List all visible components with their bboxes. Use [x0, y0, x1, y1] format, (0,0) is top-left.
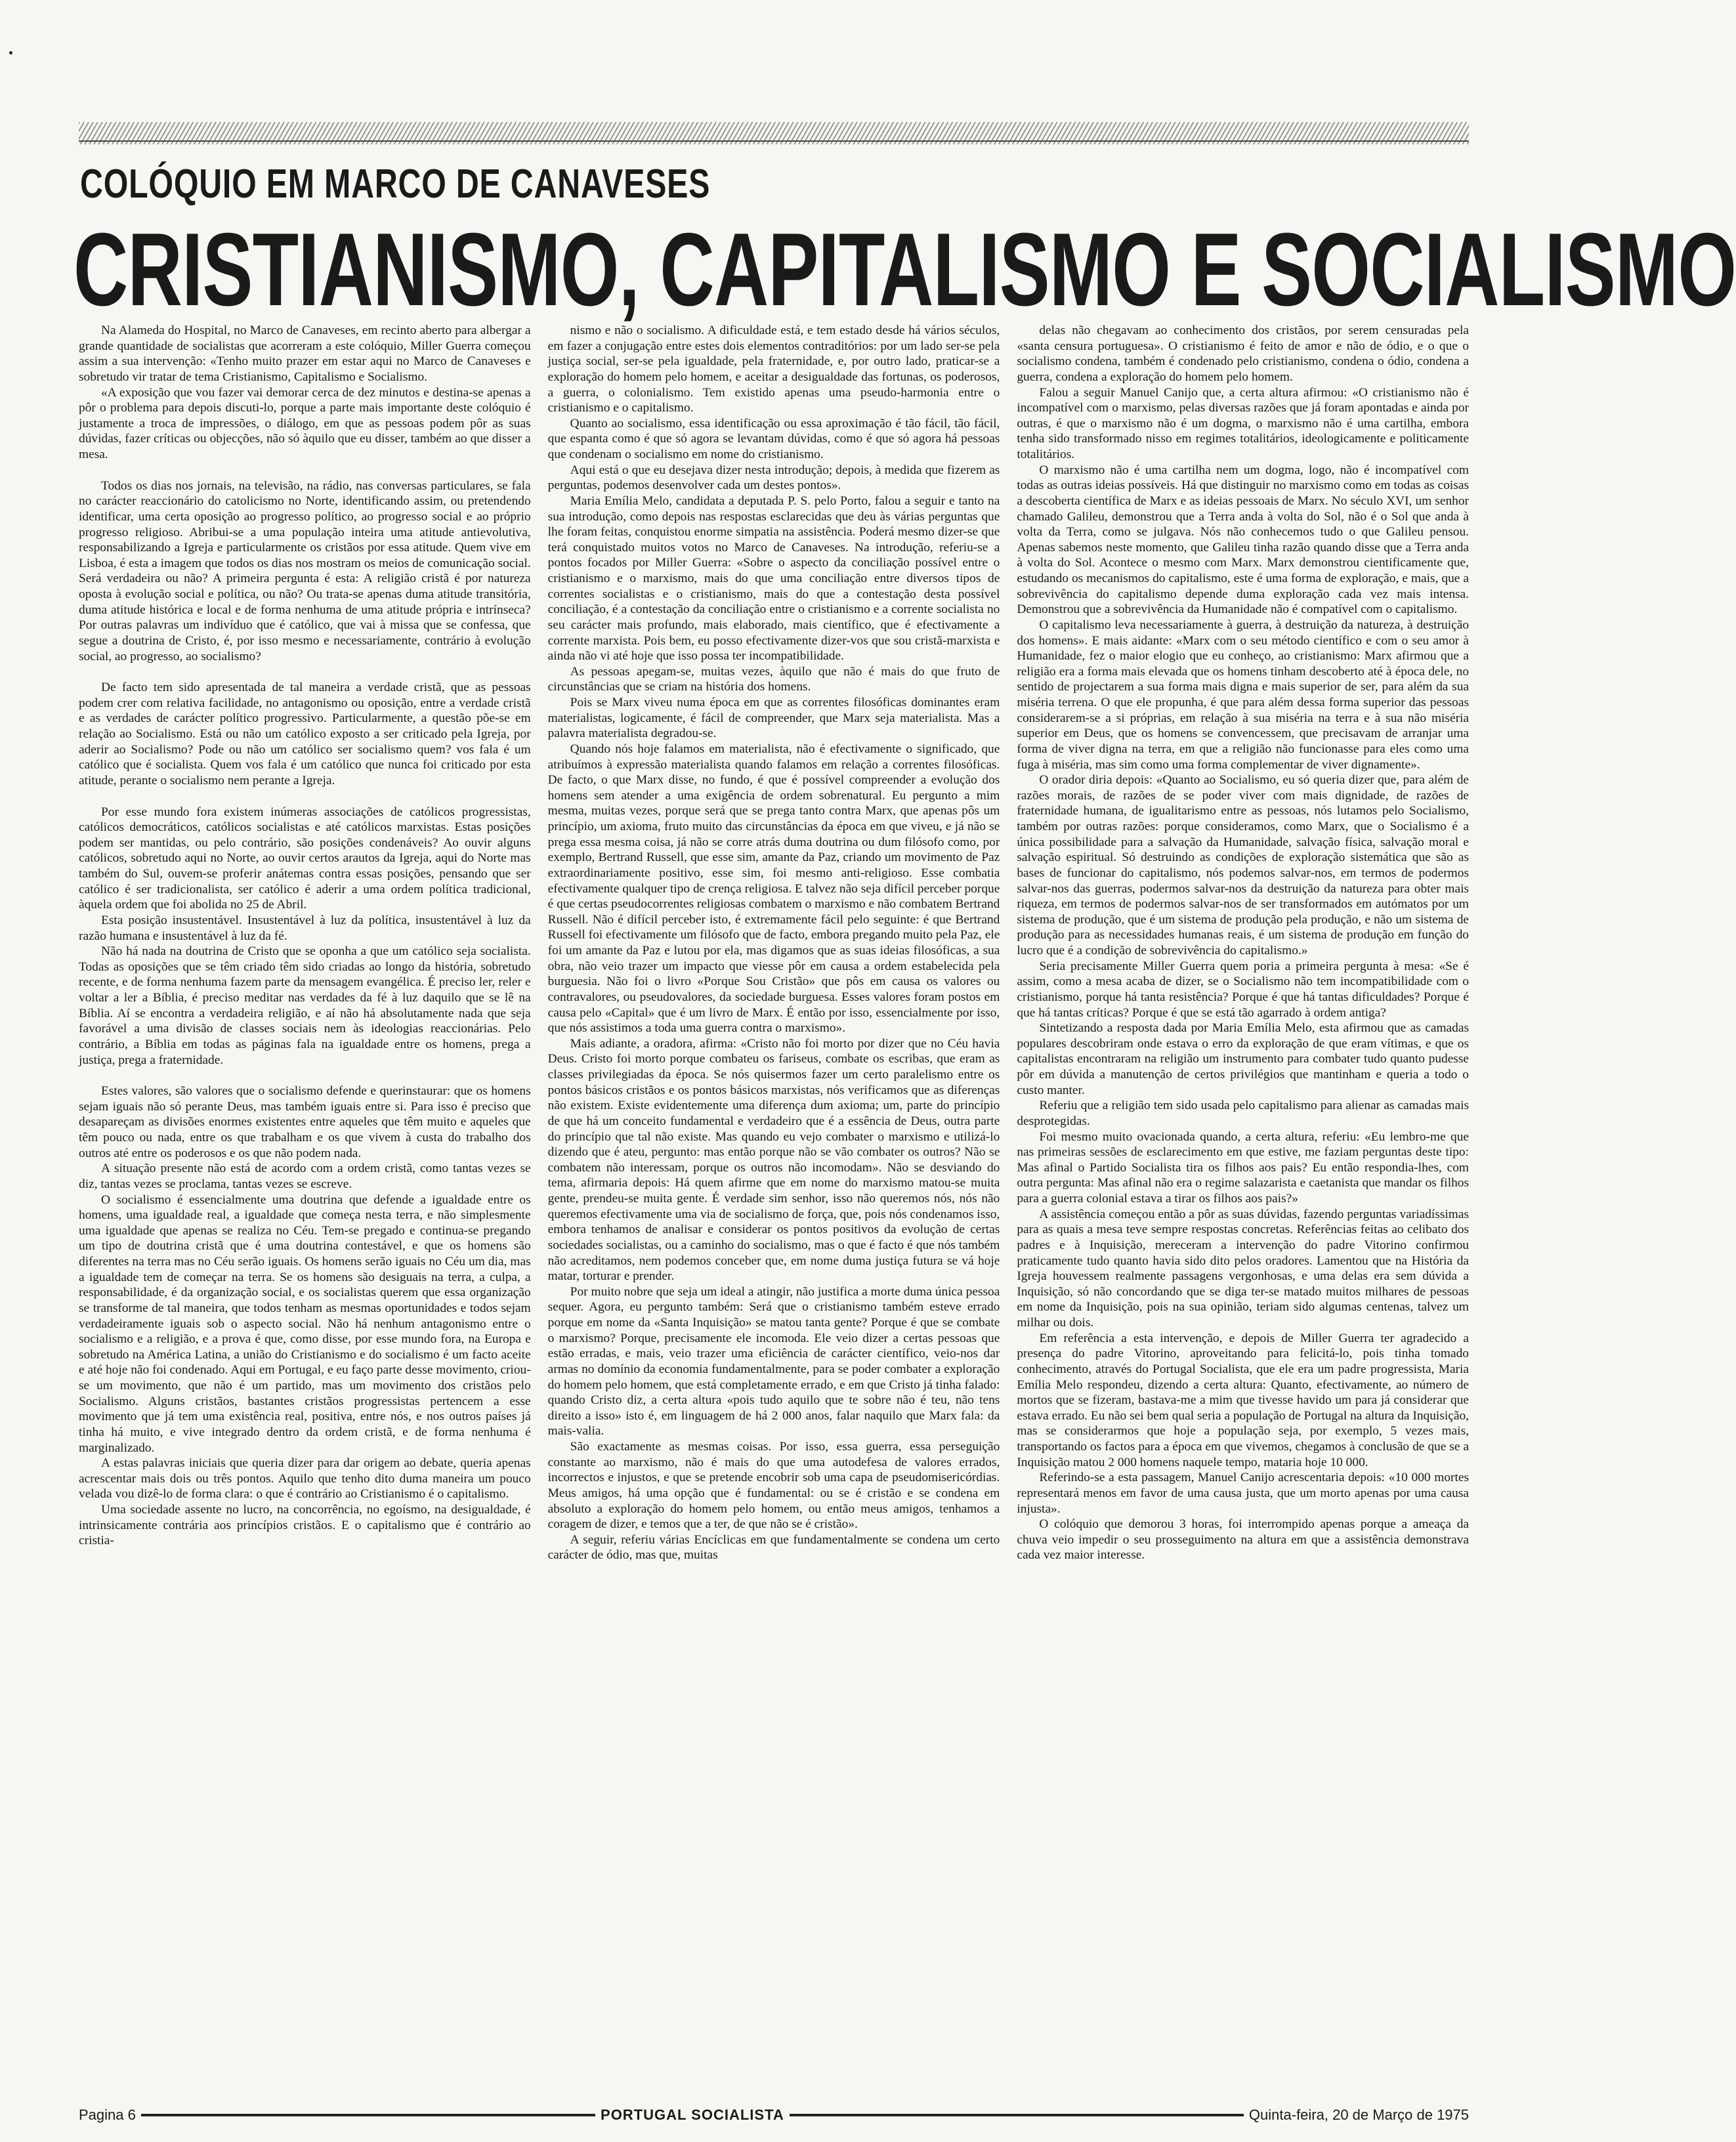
- article-paragraph: Foi mesmo muito ovacionada quando, a certa altura, referiu: «Eu lembro-me que nas primeiras sessões de esclarecimento em que estive, me faziam perguntas deste tipo: Mas afinal o Partido Socialista tira os filhos aos pais? Eu então respondia-lhes, com outra pergunta: Mas afinal não era o regime salazarista e caetanista que mandar os filhos para a guerra colonial estava a tirar os filhos aos pais?»: [1017, 1129, 1470, 1206]
- article-paragraph: Quando nós hoje falamos em materialista, não é efectivamente o significado, que atribuímos à expressão materialista quando falamos em relação a correntes filosóficas. De facto, o que Marx disse, no fundo, é que é possível compreender a evolução dos homens sem atender a uma exigência de ordem sobrenatural. Eu pergunto a mim mesma, muitas vezes, porque será que se prega tanto contra Marx, que apenas pôs um princípio, um axioma, fruto muito das circunstâncias da época em que viveu, e já não se prega essa mesma coisa, já não se corre atrás duma doutrina ou dum filósofo como, por exemplo, Bertrand Russell, que esse sim, amante da Paz, criando um movimento de Paz extraordinariamente positivo, esse sim, foi mesmo anti-religioso. Esse combatia efectivamente qualquer tipo de crença religiosa. E talvez não seja difícil perceber porque é que certas pseudocorrentes religiosas combatem o marxismo e não combatem Bertrand Russell. Não é difícil perceber isto, é extremamente fácil pelo seguinte: é que Bertrand Russell foi efectivamente um filósofo que de facto, embora pregando muito pela Paz, ele foi um amante da Paz e lutou por ela, mas digamos que as suas ideias filosóficas, a sua obra, não veio trazer um impacto que viesse pôr em causa a ordem estabelecida pela burguesia. Não foi o livro «Porque Sou Cristão» que pôs em causa os valores ou contravalores, ou pseudovalores, da sociedade burguesa. Esses valores foram postos em causa pelo «Capital» que é um livro de Marx. É então por isso, essencialmente por isso, que nós assistimos a toda uma guerra contra o marxismo».: [547, 742, 1000, 1036]
- header-rule: [79, 140, 1469, 142]
- page-footer: [79, 2105, 1469, 2125]
- article-paragraph: O capitalismo leva necessariamente à guerra, à destruição da natureza, à destruição dos homens». E mais aidante: «Marx com o seu método científico e com o seu amor à Humanidade, fez o maior elogio que eu conheço, ao cristianismo: Marx afirmou que a religião era a forma mais elevada que os homens tinham descoberto até à época dele, no sentido de projectarem a sua forma mais digna e mais superior de ser, para além da sua miséria terrena. O que ele propunha, é que para além dessa forma superior das pessoas considerarem-se a si próprias, em relação à sua miséria na terra e à sua não miséria superior em Deus, que os homens se convencessem, que precisavam de arranjar uma forma de viver digna na terra, em que a religião não funcionasse para eles como uma fuga à miséria, mas sim como uma forma complementar de viver dignamente».: [1017, 618, 1470, 772]
- article-paragraph: Falou a seguir Manuel Canijo que, a certa altura afirmou: «O cristianismo não é incompatível com o marxismo, pelas diversas razões que já foram apontadas e ainda por outras, é que o marxismo não é um dogma, o marxismo não é uma cartilha, embora tenha sido transformado nisso em regimes totalitários, ideologicamente e politicamente totalitários.: [1017, 385, 1470, 461]
- article-paragraph: delas não chegavam ao conhecimento dos cristãos, por serem censuradas pela «santa censura portuguesa». O cristianismo é feito de amor e não de ódio, e o que o socialismo condena, também é condenado pelo cristianismo, condena o ódio, condena a guerra, condena a exploração do homem pelo homem.: [1017, 324, 1470, 384]
- article-paragraph: Em referência a esta intervenção, e depois de Miller Guerra ter agradecido a presença do padre Vitorino, aproveitando para felicitá-lo, pois tinha tomado conhecimento, através do Portugal Socialista, que ele era um padre progressista, Maria Emília Melo respondeu, dizendo a certa altura: Quanto, efectivamente, ao número de mortos que se fizeram, bastava-me a mim que tivesse havido um para já considerar que estava errado. Eu não sei bem qual seria a população de Portugal na altura da Inquisição, mas se considerarmos que hoje a população seja, por exemplo, 5 vezes mais, transportando os factos para a época em que vivemos, chegamos à conclusão de que se a Inquisição matou 2 000 homens naquele tempo, mataria hoje 10 000.: [1017, 1331, 1470, 1469]
- footer-rule-left: [141, 2114, 595, 2116]
- text-column-2: [548, 323, 1000, 2088]
- article-paragraph: Referindo-se a esta passagem, Manuel Canijo acrescentaria depois: «10 000 mortes representará menos em favor de uma causa justa, que um morto apenas por uma causa injusta».: [1017, 1471, 1470, 1516]
- text-column-1: [79, 323, 531, 2088]
- article-paragraph: Estes valores, são valores que o socialismo defende e querinstaurar: que os homens sejam iguais não só perante Deus, mas também iguais entre si. Para isso é preciso que desapareçam as divisões enormes existentes entre aqueles que têm muito e aqueles que têm pouco ou nada, entre os que trabalham e os que vivem à custa do trabalho dos outros até entre os poderosos e os que não podem nada.: [79, 1084, 531, 1160]
- article-paragraph: As pessoas apegam-se, muitas vezes, àquilo que não é mais do que fruto de circunstâncias que se criam na história dos homens.: [547, 664, 1000, 694]
- article-paragraph: Por muito nobre que seja um ideal a atingir, não justifica a morte duma única pessoa sequer. Agora, eu pergunto também: Será que o cristianismo também esteve errado porque em nome da «Santa Inquisição» se matou tanta gente? Porque é que se combate o marxismo? Porque, precisamente ele incomoda. Ele veio dizer a certas pessoas que estão erradas, e mais, veio trazer uma eficiência de carácter científico, veio-nos dar armas no domínio da economia fundamentalmente, para se poder combater a exploração do homem pelo homem, que está completamente errado, e em que Cristo já tinha falado: quando Cristo diz, a certa altura «pois tudo aquilo que te sobre não é teu, não tens direito a isso» isto é, em linguagem de há 2 000 anos, falar naquilo que Marx fala: da mais-valia.: [547, 1284, 1000, 1438]
- article-paragraph: O colóquio que demorou 3 horas, foi interrompido apenas porque a ameaça da chuva veio impedir o seu prosseguimento na altura em que a assistência demonstrava cada vez maior interesse.: [1017, 1517, 1470, 1563]
- article-paragraph: Não há nada na doutrina de Cristo que se oponha a que um católico seja socialista. Todas as oposições que se têm criado têm sido criadas ao longo da história, sobretudo recente, e de forma nenhuma fazem parte da mensagem evangélica. É preciso ler, reler e voltar a ler a Bíblia, é preciso meditar nas verdades da fé à luz daquilo que se lê na Bíblia. Aí se encontra a verdadeira religião, e aí não há absolutamente nada que seja favorável a uma divisão de classes sociais nem às ideologias reaccionárias. Pelo contrário, a Bíblia em todas as páginas fala na igualdade entre os homens, prega a justiça, prega a fraternidade.: [79, 944, 531, 1067]
- newspaper-name: PORTUGAL SOCIALISTA: [601, 2107, 784, 2123]
- article-paragraph: Mais adiante, a oradora, afirma: «Cristo não foi morto por dizer que no Céu havia Deus. Cristo foi morto porque combateu os fariseus, combate os escribas, que eram as classes privilegiadas da época. Se nós quisermos fazer um certo paralelismo entre os pontos básicos cristãos e os pontos básicos marxistas, nós verificamos que as diferenças não existem. Existe evidentemente uma diferença dum axioma; um, parte do princípio de que há um conceito fundamental e verdadeiro que é a essência de Deus, outra parte do princípio que tal não existe. Mas quando eu vejo combater o marxismo e utilizá-lo dizendo que é ateu, pergunto: mas então porque não se vão combater os outros? Não se combatem não interessam, porque os outros não incomodam». Não se desviando do tema, afirmaria depois: Há quem afirme que em nome do marxismo matou-se muita gente, prendeu-se muita gente. É verdade sim senhor, isso não queremos nós, nós não queremos efectivamente uma via de socialismo de força, que, pois nós condenamos isso, embora tenhamos de analisar e considerar os pontos positivos da evolução de certas sociedades socialistas, ou a caminho do socialismo, mas o que é facto é que nós também não acreditamos, nem podemos conceber que, em nome duma justiça futura se vá hoje matar, torturar e prender.: [547, 1036, 1000, 1284]
- article-paragraph: Esta posição insustentável. Insustentável à luz da política, insustentável à luz da razão humana e insustentável à luz da fé.: [79, 913, 531, 943]
- article-paragraph: Aqui está o que eu desejava dizer nesta introdução; depois, à medida que fizerem as perguntas, podemos desenvolver cada um destes pontos».: [547, 463, 1000, 493]
- page-mark: [9, 51, 12, 54]
- article-paragraph: Sintetizando a resposta dada por Maria Emília Melo, esta afirmou que as camadas populares descobriram onde estava o erro da exploração de que eram vítimas, e que os capitalistas encontraram na religião um instrumento para combater tudo quanto pudesse pôr em dúvida a manutenção de certos privilégios que mantinham e queria a todo o custo manter.: [1017, 1021, 1470, 1097]
- article-headline: CRISTIANISMO, CAPITALISMO E SOCIALISMO: [74, 212, 1736, 327]
- article-paragraph: A estas palavras iniciais que queria dizer para dar origem ao debate, queria apenas acrescentar mais dois ou três pontos. Aquilo que tenho dito duma maneira um pouco velada vou dizê-lo de forma clara: o que é contrário ao Cristianismo é o capitalismo.: [79, 1456, 531, 1502]
- article-paragraph: nismo e não o socialismo. A dificuldade está, e tem estado desde há vários séculos, em fazer a conjugação entre estes dois elementos contraditórios: por um lado ser-se pela justiça social, ser-se pela igualdade, pela fraternidade, e, por outro lado, praticar-se a exploração do homem pelo homem, e aceitar a desigualdade das fortunas, os poderosos, a guerra, o colonialismo. Tem existido apenas uma pseudo-harmonia entre o cristianismo e o capitalismo.: [547, 324, 1000, 415]
- page-number: Pagina 6: [79, 2107, 136, 2123]
- footer-rule-right: [790, 2114, 1244, 2116]
- article-paragraph: A seguir, referiu várias Encíclicas em que fundamentalmente se condena um certo carácter de ódio, mas que, muitas: [547, 1532, 1000, 1563]
- article-paragraph: O socialismo é essencialmente uma doutrina que defende a igualdade entre os homens, uma igualdade real, a igualdade que começa nesta terra, e não simplesmente uma igualdade que apenas se realiza no Céu. Tem-se pregado e continua-se pregando um tipo de doutrina cristã que é uma doutrina contestável, e que os homens são diferentes na terra mas no Céu serão iguais. Os homens serão iguais no Céu um dia, mas a igualdade tem de começar na terra. Se os homens são desiguais na terra, a culpa, a responsabilidade, é da organização social, e os socialistas querem que essa organização se transforme de tal maneira, que todos tenham as mesmas oportunidades e todos sejam verdadeiramente iguais sob o aspecto social. Não há nenhum antagonismo entre o socialismo e a religião, e a prova é que, como disse, por esse mundo fora, na Europa e sobretudo na América Latina, a união do Cristianismo e do socialismo é um facto aceite e até hoje não foi condenado. Aqui em Portugal, e eu faço parte desse movimento, criou-se um movimento, que não é um partido, mas um movimento dos cristãos pelo Socialismo. Alguns cristãos, bastantes cristãos progressistas pertencem a esse movimento que já tem uma existência real, positiva, entre nós, e nos outros países já tinha há muito, e vive integrado dentro da ordem cristã, e de forma nenhuma é marginalizado.: [79, 1192, 531, 1455]
- article-paragraph: Maria Emília Melo, candidata a deputada P. S. pelo Porto, falou a seguir e tanto na sua introdução, como depois nas respostas esclarecidas que deu às várias perguntas que lhe foram feitas, conquistou enorme simpatia na assistência. Poderá mesmo dizer-se que terá conquistado muitos votos no Marco de Canaveses. Na introdução, referiu-se a pontos focados por Miller Guerra: «Sobre o aspecto da conciliação possível entre o cristianismo e o marxismo, mais do que uma conciliação entre diversos tipos de correntes socialistas e o cristianismo, mais do que a contestação desta possível conciliação, é a contestação da conciliação entre o cristianismo e a corrente socialista no seu carácter mais profundo, mais elaborado, mais científico, que é efectivamente a corrente marxista. Pois bem, eu posso efectivamente dizer-vos que sou cristã-marxista e ainda não vi até hoje que isso possa ter incompatibilidade.: [547, 494, 1000, 663]
- article-paragraph: A assistência começou então a pôr as suas dúvidas, fazendo perguntas variadíssimas para as quais a mesa teve sempre respostas concretas. Referências feitas ao celibato dos padres e à Inquisição, mereceram a intervenção do padre Vitorino confirmou praticamente tudo quanto havia sido dito pelos oradores. Lamentou que na História da Igreja houvessem realmente passagens vergonhosas, e uma delas era sem dúvida a Inquisição, só não concordando que se diga ter-se matado muitos milhares de pessoas em nome da Inquisição, pois na sua opinião, teriam sido algumas centenas, talvez um milhar ou dois.: [1017, 1207, 1470, 1330]
- article-paragraph: Quanto ao socialismo, essa identificação ou essa aproximação é tão fácil, tão fácil, que espanta como é que só agora se levantam dúvidas, como é que só agora há pessoas que condenam o socialismo em nome do cristianismo.: [547, 416, 1000, 461]
- article-body: [79, 323, 1469, 2088]
- article-paragraph: Referiu que a religião tem sido usada pelo capitalismo para alienar as camadas mais desprotegidas.: [1017, 1099, 1470, 1128]
- article-paragraph: Pois se Marx viveu numa época em que as correntes filosóficas dominantes eram materialistas, logicamente, é fácil de compreender, que Marx seja materialista. Mas a palavra materialista degradou-se.: [547, 696, 1000, 741]
- article-paragraph: Por esse mundo fora existem inúmeras associações de católicos progressistas, católicos democráticos, católicos socialistas e até católicos marxistas. Estas posições podem ser mantidas, ou pelo contrário, são posições condenáveis? Ao ouvir alguns católicos, sobretudo aqui no Norte, ao ouvir certos arautos da Igreja, aqui do Norte mas também do Sul, ouvem-se proferir anátemas contra essas posições, pensando que ser católico é ser tradicionalista, ser católico é aderir a uma ordem política tradicional, àquela ordem que foi abolida no 25 de Abril.: [79, 805, 531, 912]
- text-column-3: [1017, 323, 1469, 2088]
- article-paragraph: Uma sociedade assente no lucro, na concorrência, no egoísmo, na desigualdade, é intrinsicamente contrária aos princípios cristãos. E o capitalismo que é contrário ao cristia-: [79, 1503, 531, 1548]
- article-paragraph: Na Alameda do Hospital, no Marco de Canaveses, em recinto aberto para albergar a grande quantidade de socialistas que acorreram a este colóquio, Miller Guerra começou assim a sua intervenção: «Tenho muito prazer em estar aqui no Marco de Canaveses e sobretudo vir tratar de tema Cristianismo, Capitalismo e Socialismo.: [79, 324, 531, 384]
- article-paragraph: «A exposição que vou fazer vai demorar cerca de dez minutos e destina-se apenas a pôr o problema para depois discuti-lo, porque a parte mais importante deste colóquio é justamente a troca de impressões, o diálogo, em que as pessoas podem pôr as suas dúvidas, fazer críticas ou objecções, não só àquilo que eu disser, também ao que disser a mesa.: [79, 385, 531, 461]
- article-paragraph: O orador diria depois: «Quanto ao Socialismo, eu só queria dizer que, para além de razões morais, de razões de se poder viver com mais dignidade, de razões de fraternidade humana, de igualitarismo entre as pessoas, nós lutamos pelo Socialismo, também por outras razões: porque consideramos, como Marx, que o Socialismo é a única possibilidade para a salvação da Humanidade, salvação física, salvação moral e salvação espiritual. Só destruindo as condições de exploração sistemática que são as bases de funcionar do capitalismo, nós podemos salvar-nos, em termos de podermos salvar-nos das guerras, podermos salvar-nos da destruição da natureza para obter mais riqueza, em termos de podermos salvar-nos de ser transformados em autómatos por um sistema de produção, que é um sistema de produção pela produção, e não um sistema de produção para as necessidades humanas reais, é um sistema de produção em função do lucro que é a condição de sobrevivência do capitalismo.»: [1017, 773, 1470, 957]
- article-paragraph: São exactamente as mesmas coisas. Por isso, essa guerra, essa perseguição constante ao marxismo, não é mais do que uma autodefesa de valores errados, incorrectos e injustos, e que se pretende encobrir sob uma capa de pseudomisericórdias. Meus amigos, há uma opção que é fundamental: ou se é cristão e se condena em absoluto a exploração do homem pelo homem, ou então meus amigos, tenhamos a coragem de dizer, e temos que a ter, de que não se é cristão».: [547, 1440, 1000, 1532]
- article-kicker: COLÓQUIO EM MARCO DE CANAVESES: [80, 161, 711, 207]
- issue-date: Quinta-feira, 20 de Março de 1975: [1248, 2107, 1470, 2123]
- article-paragraph: Seria precisamente Miller Guerra quem poria a primeira pergunta à mesa: «Se é assim, como a mesa acaba de dizer, se o Socialismo não tem incompatibilidade com o cristianismo, porque há tanta resistência? Porque é que há tantas dificuldades? Porque é que há tantas críticas? Porque é que se está tão agarrado à ordem antiga?: [1017, 959, 1470, 1020]
- article-paragraph: Todos os dias nos jornais, na televisão, na rádio, nas conversas particulares, se fala no carácter reaccionário do catolicismo no Norte, identificando assim, ou pretendendo identificar, uma certa oposição ao progresso político, ao progresso social e ao próprio progresso religioso. Abribui-se a uma população inteira uma atitude antievolutiva, responsabilizando a Igreja e particularmente os cristãos por essa atitude. Quem vive em Lisboa, é esta a imagem que todos os dias nos mostram os meios de comunicação social. Será verdadeira ou não? A primeira pergunta é esta: A religião cristã é por natureza oposta à evolução social e política, ou não? Ou trata-se apenas duma atitude transitória, duma atitude histórica e local e de forma nenhuma de uma atitude própria e intrínseca? Por outras palavras um indivíduo que é católico, que vai à missa que se confessa, que segue a doutrina de Cristo, é, por isso mesmo e necessariamente, contrário à evolução social, ao progresso, ao socialismo?: [79, 478, 531, 663]
- article-paragraph: O marxismo não é uma cartilha nem um dogma, logo, não é incompatível com todas as outras ideias possíveis. Há que distinguir no marxismo como em todas as coisas a descoberta científica de Marx e as ideias pessoais de Marx. No século XVI, um senhor chamado Galileu, demonstrou que a Terra anda à volta do Sol, não é o Sol que anda à volta da Terra, como se julgava. Nós não conhecemos tudo o que Galileu pensou. Apenas sabemos neste momento, que Galileu tinha razão quando disse que a Terra anda à volta do Sol. Acontece o mesmo com Marx. Marx demonstrou cientificamente que, estudando os mecanismos do capitalismo, este é uma forma de exploração, e mais, que a sobrevivência do capitalismo depende duma exploração cada vez mais intensa. Demonstrou que a sobrevivência da Humanidade não é compatível com o capitalismo.: [1017, 463, 1470, 617]
- article-paragraph: De facto tem sido apresentada de tal maneira a verdade cristã, que as pessoas podem crer com relativa facilidade, no antagonismo ou oposição, entre a verdade cristã e as verdades de carácter político progressivo. Particularmente, a questão põe-se em relação ao Socialismo. Está ou não um católico exposto a ser criticado pela Igreja, por aderir ao Socialismo? Pode ou não um católico ser socialismo quem? vos fala é um católico que é socialista. Quem vos fala é um católico que nunca foi criticado por esta atitude, perante o socialismo nem perante a Igreja.: [79, 681, 531, 788]
- article-paragraph: A situação presente não está de acordo com a ordem cristã, como tantas vezes se diz, tantas vezes se proclama, tantas vezes se escreve.: [79, 1162, 531, 1191]
